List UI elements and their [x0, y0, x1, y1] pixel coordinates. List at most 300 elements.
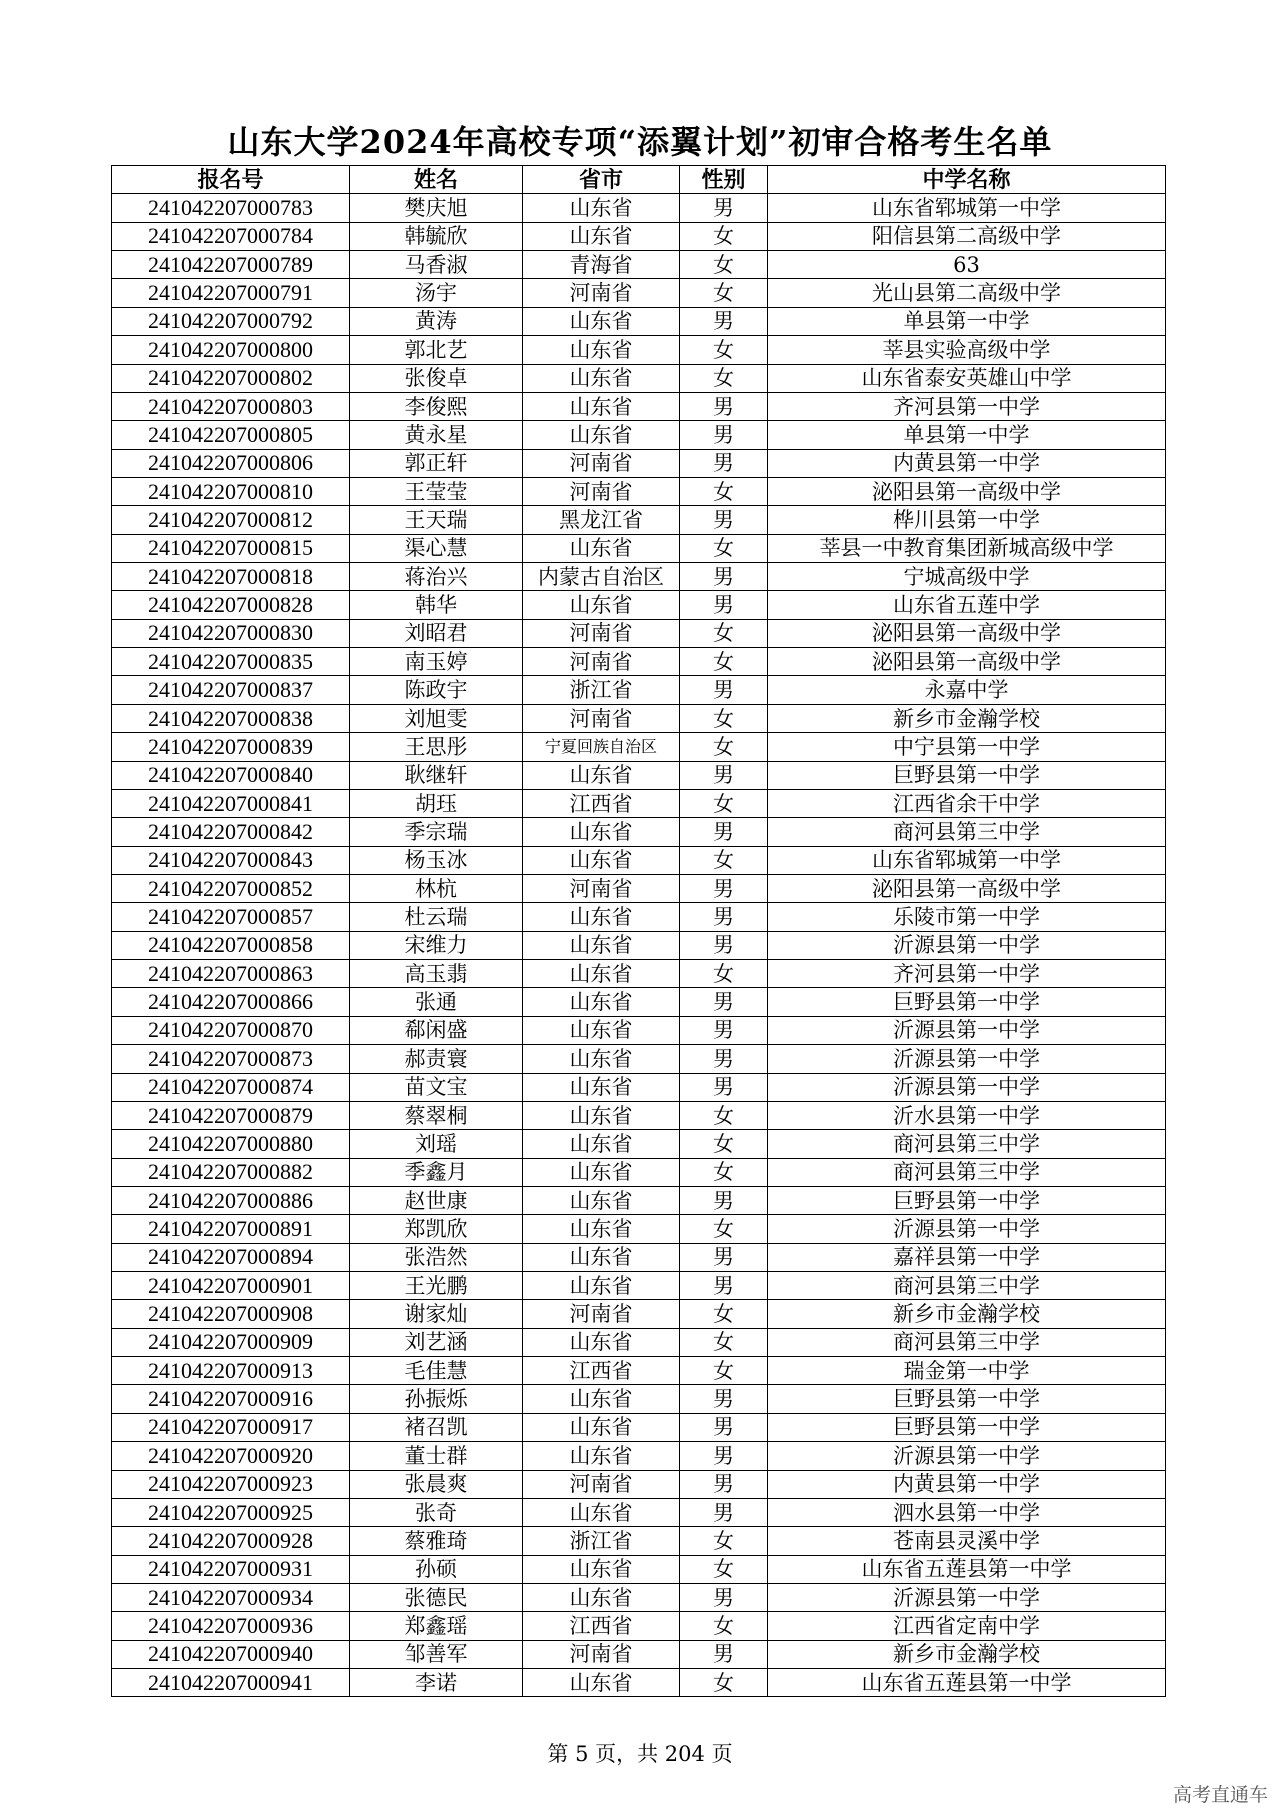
cell-candidate-name: 樊庆旭 — [350, 194, 523, 222]
cell-school-name: 内黄县第一中学 — [768, 1470, 1166, 1498]
cell-school-name: 巨野县第一中学 — [768, 1186, 1166, 1214]
cell-gender: 女 — [680, 1612, 768, 1640]
cell-school-name: 莘县实验高级中学 — [768, 336, 1166, 364]
cell-gender: 男 — [680, 1243, 768, 1271]
cell-school-name: 泌阳县第一高级中学 — [768, 648, 1166, 676]
cell-province: 山东省 — [523, 1555, 680, 1583]
cell-gender: 男 — [680, 1583, 768, 1611]
cell-gender: 男 — [680, 818, 768, 846]
table-row — [112, 364, 1166, 392]
table-row — [112, 1272, 1166, 1300]
cell-province: 浙江省 — [523, 1527, 680, 1555]
cell-registration-no: 241042207000838 — [112, 704, 350, 732]
cell-school-name: 巨野县第一中学 — [768, 1385, 1166, 1413]
cell-school-name: 山东省郓城第一中学 — [768, 846, 1166, 874]
cell-candidate-name: 郭正轩 — [350, 449, 523, 477]
cell-candidate-name: 耿继轩 — [350, 761, 523, 789]
cell-school-name: 阳信县第二高级中学 — [768, 222, 1166, 250]
table-row — [112, 1527, 1166, 1555]
cell-candidate-name: 杨玉冰 — [350, 846, 523, 874]
cell-gender: 女 — [680, 477, 768, 505]
table-row — [112, 449, 1166, 477]
cell-gender: 男 — [680, 563, 768, 591]
cell-school-name: 沂源县第一中学 — [768, 1442, 1166, 1470]
cell-gender: 女 — [680, 1130, 768, 1158]
table-row — [112, 1442, 1166, 1470]
cell-candidate-name: 高玉翡 — [350, 960, 523, 988]
cell-candidate-name: 刘艺涵 — [350, 1328, 523, 1356]
table-row — [112, 704, 1166, 732]
cell-school-name: 山东省泰安英雄山中学 — [768, 364, 1166, 392]
cell-school-name: 巨野县第一中学 — [768, 1413, 1166, 1441]
table-row — [112, 336, 1166, 364]
cell-gender: 女 — [680, 1669, 768, 1697]
table-row — [112, 1130, 1166, 1158]
cell-province: 山东省 — [523, 1158, 680, 1186]
cell-gender: 女 — [680, 789, 768, 817]
cell-school-name: 沂源县第一中学 — [768, 1016, 1166, 1044]
table-row — [112, 1612, 1166, 1640]
cell-candidate-name: 季鑫月 — [350, 1158, 523, 1186]
watermark: 高考直通车 — [1172, 1784, 1268, 1806]
cell-candidate-name: 郝责寰 — [350, 1045, 523, 1073]
cell-candidate-name: 王思彤 — [350, 733, 523, 761]
cell-candidate-name: 刘旭雯 — [350, 704, 523, 732]
table-row — [112, 563, 1166, 591]
table-row — [112, 931, 1166, 959]
table-row — [112, 846, 1166, 874]
cell-candidate-name: 王莹莹 — [350, 477, 523, 505]
cell-school-name: 莘县一中教育集团新城高级中学 — [768, 534, 1166, 562]
cell-registration-no: 241042207000886 — [112, 1186, 350, 1214]
table-row — [112, 307, 1166, 335]
table-row — [112, 1045, 1166, 1073]
cell-gender: 男 — [680, 1045, 768, 1073]
cell-registration-no: 241042207000913 — [112, 1357, 350, 1385]
cell-registration-no: 241042207000843 — [112, 846, 350, 874]
table-row — [112, 789, 1166, 817]
cell-candidate-name: 孙硕 — [350, 1555, 523, 1583]
cell-gender: 男 — [680, 874, 768, 902]
cell-province: 山东省 — [523, 336, 680, 364]
cell-gender: 男 — [680, 1186, 768, 1214]
cell-school-name: 江西省余干中学 — [768, 789, 1166, 817]
cell-registration-no: 241042207000873 — [112, 1045, 350, 1073]
cell-candidate-name: 郑鑫瑶 — [350, 1612, 523, 1640]
table-row — [112, 761, 1166, 789]
cell-registration-no: 241042207000802 — [112, 364, 350, 392]
cell-school-name: 泌阳县第一高级中学 — [768, 874, 1166, 902]
cell-school-name: 新乡市金瀚学校 — [768, 1640, 1166, 1668]
cell-registration-no: 241042207000792 — [112, 307, 350, 335]
cell-candidate-name: 张通 — [350, 988, 523, 1016]
cell-school-name: 巨野县第一中学 — [768, 761, 1166, 789]
cell-registration-no: 241042207000828 — [112, 591, 350, 619]
table-row — [112, 251, 1166, 279]
cell-province: 山东省 — [523, 307, 680, 335]
cell-gender: 女 — [680, 251, 768, 279]
table-row — [112, 988, 1166, 1016]
cell-registration-no: 241042207000908 — [112, 1300, 350, 1328]
cell-province: 山东省 — [523, 1186, 680, 1214]
cell-registration-no: 241042207000866 — [112, 988, 350, 1016]
cell-candidate-name: 谢家灿 — [350, 1300, 523, 1328]
cell-province: 山东省 — [523, 1442, 680, 1470]
cell-candidate-name: 渠心慧 — [350, 534, 523, 562]
cell-registration-no: 241042207000909 — [112, 1328, 350, 1356]
cell-school-name: 宁城高级中学 — [768, 563, 1166, 591]
cell-candidate-name: 王光鹏 — [350, 1272, 523, 1300]
cell-province: 河南省 — [523, 279, 680, 307]
cell-school-name: 山东省五莲县第一中学 — [768, 1555, 1166, 1583]
cell-province: 青海省 — [523, 251, 680, 279]
cell-gender: 男 — [680, 1470, 768, 1498]
table-row — [112, 960, 1166, 988]
cell-registration-no: 241042207000916 — [112, 1385, 350, 1413]
page-number: 第 5 页，共 204 页 — [547, 1742, 733, 1766]
cell-registration-no: 241042207000841 — [112, 789, 350, 817]
cell-province: 山东省 — [523, 1243, 680, 1271]
cell-school-name: 沂源县第一中学 — [768, 1215, 1166, 1243]
cell-candidate-name: 杜云瑞 — [350, 903, 523, 931]
cell-school-name: 沂源县第一中学 — [768, 931, 1166, 959]
cell-province: 山东省 — [523, 1385, 680, 1413]
cell-registration-no: 241042207000815 — [112, 534, 350, 562]
cell-gender: 男 — [680, 591, 768, 619]
cell-gender: 女 — [680, 364, 768, 392]
cell-candidate-name: 李诺 — [350, 1669, 523, 1697]
cell-gender: 男 — [680, 307, 768, 335]
table-row — [112, 676, 1166, 704]
cell-school-name: 沂水县第一中学 — [768, 1101, 1166, 1129]
table-row — [112, 1215, 1166, 1243]
cell-candidate-name: 林杭 — [350, 874, 523, 902]
cell-gender: 女 — [680, 1555, 768, 1583]
cell-candidate-name: 马香淑 — [350, 251, 523, 279]
cell-school-name: 山东省五莲县第一中学 — [768, 1669, 1166, 1697]
cell-registration-no: 241042207000870 — [112, 1016, 350, 1044]
cell-registration-no: 241042207000810 — [112, 477, 350, 505]
cell-gender: 男 — [680, 1640, 768, 1668]
cell-gender: 男 — [680, 1442, 768, 1470]
table-row — [112, 1158, 1166, 1186]
cell-province: 山东省 — [523, 1101, 680, 1129]
cell-school-name: 山东省五莲中学 — [768, 591, 1166, 619]
cell-school-name: 苍南县灵溪中学 — [768, 1527, 1166, 1555]
cell-registration-no: 241042207000842 — [112, 818, 350, 846]
cell-school-name: 泗水县第一中学 — [768, 1498, 1166, 1526]
cell-school-name: 齐河县第一中学 — [768, 960, 1166, 988]
table-row — [112, 1243, 1166, 1271]
cell-province: 山东省 — [523, 194, 680, 222]
table-row — [112, 591, 1166, 619]
table-row — [112, 279, 1166, 307]
cell-school-name: 63 — [768, 251, 1166, 279]
table-row — [112, 1016, 1166, 1044]
cell-gender: 女 — [680, 619, 768, 647]
cell-candidate-name: 黄永星 — [350, 421, 523, 449]
cell-registration-no: 241042207000789 — [112, 251, 350, 279]
table-row — [112, 1498, 1166, 1526]
cell-registration-no: 241042207000857 — [112, 903, 350, 931]
cell-registration-no: 241042207000812 — [112, 506, 350, 534]
cell-school-name: 桦川县第一中学 — [768, 506, 1166, 534]
table-row — [112, 222, 1166, 250]
cell-gender: 女 — [680, 1215, 768, 1243]
cell-gender: 女 — [680, 1101, 768, 1129]
cell-registration-no: 241042207000931 — [112, 1555, 350, 1583]
cell-gender: 女 — [680, 1527, 768, 1555]
cell-school-name: 商河县第三中学 — [768, 1328, 1166, 1356]
cell-registration-no: 241042207000934 — [112, 1583, 350, 1611]
cell-candidate-name: 李俊熙 — [350, 392, 523, 420]
cell-candidate-name: 韩毓欣 — [350, 222, 523, 250]
cell-gender: 女 — [680, 1357, 768, 1385]
cell-school-name: 乐陵市第一中学 — [768, 903, 1166, 931]
cell-gender: 男 — [680, 1385, 768, 1413]
table-row — [112, 1583, 1166, 1611]
cell-province: 河南省 — [523, 1640, 680, 1668]
cell-province: 山东省 — [523, 1583, 680, 1611]
cell-school-name: 嘉祥县第一中学 — [768, 1243, 1166, 1271]
cell-province: 黑龙江省 — [523, 506, 680, 534]
cell-candidate-name: 黄涛 — [350, 307, 523, 335]
cell-province: 山东省 — [523, 1272, 680, 1300]
cell-gender: 女 — [680, 534, 768, 562]
cell-school-name: 泌阳县第一高级中学 — [768, 477, 1166, 505]
table-row — [112, 1186, 1166, 1214]
cell-province: 山东省 — [523, 1045, 680, 1073]
cell-gender: 女 — [680, 704, 768, 732]
table-row — [112, 903, 1166, 931]
cell-school-name: 齐河县第一中学 — [768, 392, 1166, 420]
cell-province: 山东省 — [523, 1215, 680, 1243]
cell-registration-no: 241042207000818 — [112, 563, 350, 591]
cell-candidate-name: 孙振烁 — [350, 1385, 523, 1413]
table-row — [112, 733, 1166, 761]
cell-province: 山东省 — [523, 960, 680, 988]
table-row — [112, 1073, 1166, 1101]
cell-school-name: 泌阳县第一高级中学 — [768, 619, 1166, 647]
cell-province: 山东省 — [523, 421, 680, 449]
cell-school-name: 内黄县第一中学 — [768, 449, 1166, 477]
cell-school-name: 永嘉中学 — [768, 676, 1166, 704]
cell-candidate-name: 韩华 — [350, 591, 523, 619]
table-row — [112, 1328, 1166, 1356]
cell-gender: 男 — [680, 506, 768, 534]
cell-candidate-name: 宋维力 — [350, 931, 523, 959]
cell-candidate-name: 董士群 — [350, 1442, 523, 1470]
cell-gender: 男 — [680, 1016, 768, 1044]
cell-registration-no: 241042207000879 — [112, 1101, 350, 1129]
cell-candidate-name: 蒋治兴 — [350, 563, 523, 591]
cell-candidate-name: 苗文宝 — [350, 1073, 523, 1101]
cell-candidate-name: 褚召凯 — [350, 1413, 523, 1441]
table-row — [112, 874, 1166, 902]
cell-province: 山东省 — [523, 903, 680, 931]
cell-province: 河南省 — [523, 1470, 680, 1498]
cell-province: 宁夏回族自治区 — [523, 733, 680, 761]
cell-candidate-name: 郭北艺 — [350, 336, 523, 364]
cell-candidate-name: 王天瑞 — [350, 506, 523, 534]
cell-candidate-name: 汤宇 — [350, 279, 523, 307]
cell-province: 河南省 — [523, 648, 680, 676]
cell-school-name: 沂源县第一中学 — [768, 1583, 1166, 1611]
cell-province: 山东省 — [523, 1130, 680, 1158]
cell-candidate-name: 毛佳慧 — [350, 1357, 523, 1385]
cell-gender: 女 — [680, 1328, 768, 1356]
cell-province: 山东省 — [523, 846, 680, 874]
cell-gender: 男 — [680, 421, 768, 449]
cell-gender: 男 — [680, 1073, 768, 1101]
cell-registration-no: 241042207000830 — [112, 619, 350, 647]
cell-school-name: 商河县第三中学 — [768, 1130, 1166, 1158]
table-row — [112, 818, 1166, 846]
cell-province: 河南省 — [523, 619, 680, 647]
col-header-school: 中学名称 — [768, 166, 1166, 194]
cell-registration-no: 241042207000936 — [112, 1612, 350, 1640]
cell-school-name: 巨野县第一中学 — [768, 988, 1166, 1016]
cell-registration-no: 241042207000805 — [112, 421, 350, 449]
cell-registration-no: 241042207000803 — [112, 392, 350, 420]
cell-registration-no: 241042207000940 — [112, 1640, 350, 1668]
cell-candidate-name: 南玉婷 — [350, 648, 523, 676]
cell-school-name: 商河县第三中学 — [768, 1272, 1166, 1300]
cell-gender: 女 — [680, 733, 768, 761]
table-row — [112, 648, 1166, 676]
cell-province: 山东省 — [523, 1073, 680, 1101]
cell-candidate-name: 张浩然 — [350, 1243, 523, 1271]
cell-registration-no: 241042207000800 — [112, 336, 350, 364]
cell-province: 山东省 — [523, 1413, 680, 1441]
table-row — [112, 477, 1166, 505]
cell-registration-no: 241042207000837 — [112, 676, 350, 704]
col-header-gender: 性别 — [680, 166, 768, 194]
cell-registration-no: 241042207000880 — [112, 1130, 350, 1158]
table-row — [112, 1357, 1166, 1385]
cell-school-name: 单县第一中学 — [768, 421, 1166, 449]
table-row — [112, 534, 1166, 562]
cell-candidate-name: 季宗瑞 — [350, 818, 523, 846]
cell-registration-no: 241042207000874 — [112, 1073, 350, 1101]
cell-gender: 女 — [680, 222, 768, 250]
cell-gender: 男 — [680, 449, 768, 477]
cell-province: 浙江省 — [523, 676, 680, 704]
cell-province: 河南省 — [523, 449, 680, 477]
cell-school-name: 新乡市金瀚学校 — [768, 704, 1166, 732]
cell-registration-no: 241042207000783 — [112, 194, 350, 222]
cell-gender: 男 — [680, 676, 768, 704]
cell-gender: 男 — [680, 194, 768, 222]
cell-province: 河南省 — [523, 477, 680, 505]
cell-gender: 男 — [680, 931, 768, 959]
cell-registration-no: 241042207000941 — [112, 1669, 350, 1697]
cell-province: 江西省 — [523, 789, 680, 817]
cell-province: 山东省 — [523, 1328, 680, 1356]
table-row — [112, 1669, 1166, 1697]
candidate-table — [111, 165, 1166, 1697]
cell-school-name: 中宁县第一中学 — [768, 733, 1166, 761]
cell-candidate-name: 赵世康 — [350, 1186, 523, 1214]
cell-registration-no: 241042207000925 — [112, 1498, 350, 1526]
cell-school-name: 沂源县第一中学 — [768, 1045, 1166, 1073]
cell-province: 山东省 — [523, 931, 680, 959]
cell-registration-no: 241042207000923 — [112, 1470, 350, 1498]
table-row — [112, 1555, 1166, 1583]
cell-school-name: 新乡市金瀚学校 — [768, 1300, 1166, 1328]
cell-gender: 女 — [680, 648, 768, 676]
table-row — [112, 1470, 1166, 1498]
cell-school-name: 沂源县第一中学 — [768, 1073, 1166, 1101]
cell-registration-no: 241042207000839 — [112, 733, 350, 761]
cell-gender: 女 — [680, 960, 768, 988]
cell-candidate-name: 蔡雅琦 — [350, 1527, 523, 1555]
cell-candidate-name: 郗闲盛 — [350, 1016, 523, 1044]
cell-province: 山东省 — [523, 1016, 680, 1044]
cell-registration-no: 241042207000917 — [112, 1413, 350, 1441]
cell-candidate-name: 胡珏 — [350, 789, 523, 817]
cell-province: 山东省 — [523, 1498, 680, 1526]
cell-gender: 男 — [680, 903, 768, 931]
cell-candidate-name: 陈政宇 — [350, 676, 523, 704]
cell-registration-no: 241042207000852 — [112, 874, 350, 902]
cell-province: 山东省 — [523, 222, 680, 250]
cell-registration-no: 241042207000894 — [112, 1243, 350, 1271]
table-row — [112, 194, 1166, 222]
table-row — [112, 392, 1166, 420]
cell-registration-no: 241042207000806 — [112, 449, 350, 477]
cell-province: 山东省 — [523, 761, 680, 789]
table-row — [112, 421, 1166, 449]
cell-gender: 男 — [680, 988, 768, 1016]
cell-school-name: 瑞金第一中学 — [768, 1357, 1166, 1385]
col-header-registration-no: 报名号 — [112, 166, 350, 194]
cell-province: 内蒙古自治区 — [523, 563, 680, 591]
cell-candidate-name: 张德民 — [350, 1583, 523, 1611]
cell-province: 山东省 — [523, 1669, 680, 1697]
cell-province: 山东省 — [523, 534, 680, 562]
cell-province: 山东省 — [523, 988, 680, 1016]
cell-gender: 女 — [680, 336, 768, 364]
col-header-name: 姓名 — [350, 166, 523, 194]
cell-registration-no: 241042207000840 — [112, 761, 350, 789]
table-row — [112, 1101, 1166, 1129]
table-row — [112, 1385, 1166, 1413]
cell-gender: 女 — [680, 1300, 768, 1328]
col-header-province: 省市 — [523, 166, 680, 194]
cell-registration-no: 241042207000858 — [112, 931, 350, 959]
cell-gender: 男 — [680, 761, 768, 789]
cell-school-name: 光山县第二高级中学 — [768, 279, 1166, 307]
cell-candidate-name: 刘瑶 — [350, 1130, 523, 1158]
table-row — [112, 1413, 1166, 1441]
cell-registration-no: 241042207000928 — [112, 1527, 350, 1555]
cell-gender: 女 — [680, 279, 768, 307]
cell-province: 河南省 — [523, 874, 680, 902]
cell-candidate-name: 张奇 — [350, 1498, 523, 1526]
cell-province: 河南省 — [523, 1300, 680, 1328]
document-title: 山东大学2024年高校专项“添翼计划”初审合格考生名单 — [227, 123, 1053, 161]
cell-province: 江西省 — [523, 1612, 680, 1640]
cell-registration-no: 241042207000920 — [112, 1442, 350, 1470]
cell-registration-no: 241042207000863 — [112, 960, 350, 988]
cell-candidate-name: 郑凯欣 — [350, 1215, 523, 1243]
cell-candidate-name: 刘昭君 — [350, 619, 523, 647]
table-row — [112, 619, 1166, 647]
cell-gender: 男 — [680, 1272, 768, 1300]
cell-registration-no: 241042207000901 — [112, 1272, 350, 1300]
cell-gender: 男 — [680, 1498, 768, 1526]
